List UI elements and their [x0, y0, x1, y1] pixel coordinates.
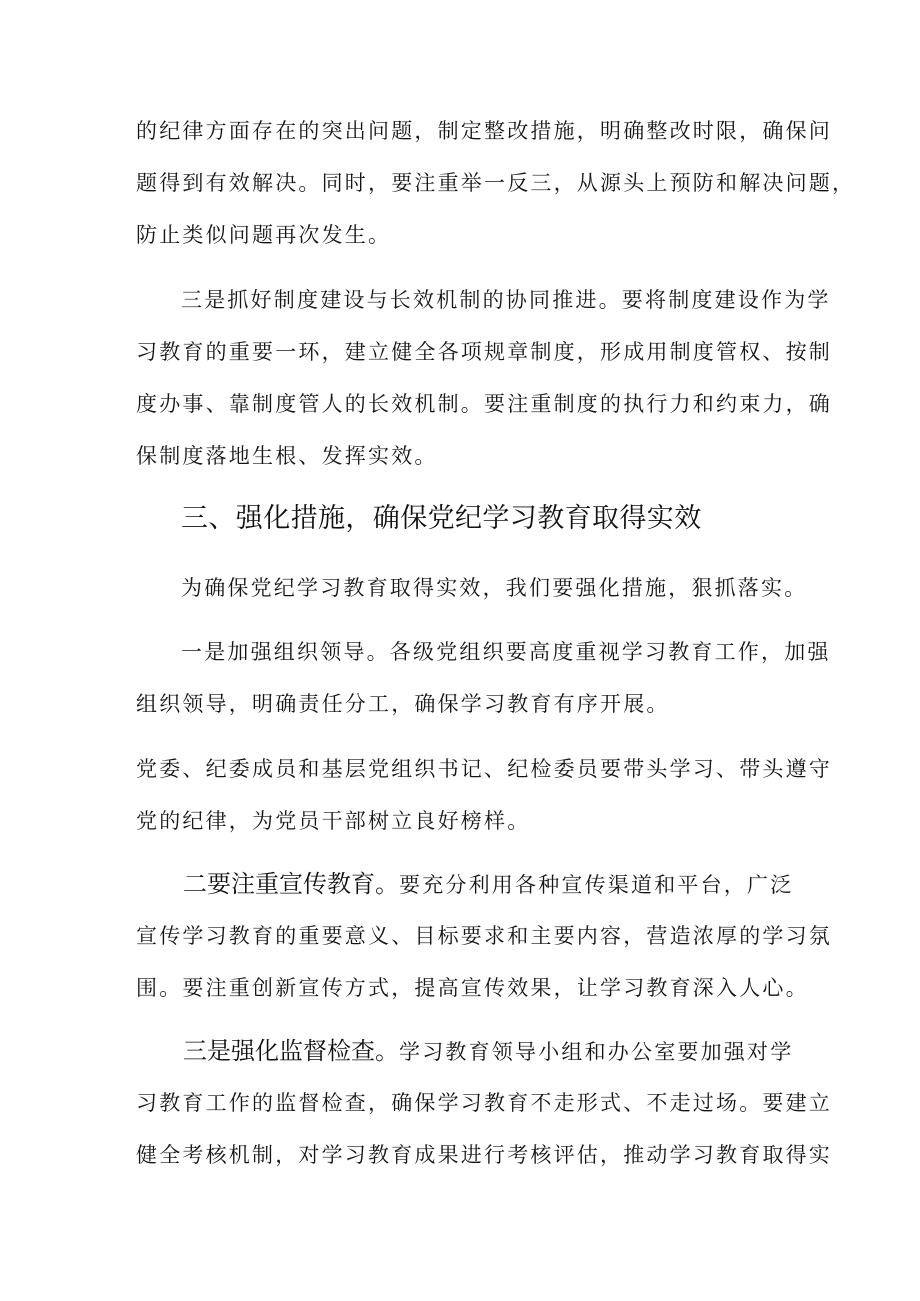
paragraph-1-line-3: 防止类似问题再次发生。	[136, 223, 392, 247]
paragraph-6-line-1	[183, 1037, 793, 1066]
paragraph-6-first-line-rest: 学习教育领导小组和办公室要加强对学	[399, 1040, 794, 1064]
paragraph-5-line-3: 围。要注重创新宣传方式，提高宣传效果，让学习教育深入人心。	[136, 976, 809, 1000]
paragraph-5-line-2: 宣传学习教育的重要意义、目标要求和主要内容，营造浓厚的学习氛	[136, 924, 832, 948]
paragraph-2-line-2: 习教育的重要一环，建立健全各项规章制度，形成用制度管权、按制	[136, 340, 832, 364]
paragraph-2-line-1: 三是抓好制度建设与长效机制的协同推进。要将制度建设作为学	[181, 288, 831, 312]
paragraph-5-first-line-rest: 要充分利用各种宣传渠道和平台，广泛	[399, 873, 794, 897]
paragraph-2-line-3: 度办事、靠制度管人的长效机制。要注重制度的执行力和约束力，确	[136, 392, 832, 416]
paragraph-5-line-1	[183, 870, 793, 899]
paragraph-1-line-1: 的纪律方面存在的突出问题，制定整改措施，明确整改时限，确保问	[136, 119, 832, 143]
paragraph-2-line-4: 保制度落地生根、发挥实效。	[136, 444, 438, 468]
intro-line: 为确保党纪学习教育取得实效，我们要强化措施，狠抓落实。	[181, 576, 808, 600]
paragraph-4-line-2: 党的纪律，为党员干部树立良好榜样。	[136, 809, 531, 833]
section-heading: 三、强化措施，确保党纪学习教育取得实效	[181, 503, 702, 534]
paragraph-6-line-2: 习教育工作的监督检查，确保学习教育不走形式、不走过场。要建立	[136, 1091, 832, 1115]
paragraph-6-lead: 三是强化监督检查。	[183, 1037, 399, 1065]
paragraph-4-line-1: 党委、纪委成员和基层党组织书记、纪检委员要带头学习、带头遵守	[136, 757, 832, 781]
paragraph-3-line-1: 一是加强组织领导。各级党组织要高度重视学习教育工作，加强	[181, 640, 831, 664]
paragraph-1-line-2: 题得到有效解决。同时，要注重举一反三，从源头上预防和解决问题，	[136, 171, 856, 195]
paragraph-3-line-2: 组织领导，明确责任分工，确保学习教育有序开展。	[136, 692, 670, 716]
paragraph-5-lead: 二要注重宣传教育。	[183, 870, 399, 898]
paragraph-6-line-3: 健全考核机制，对学习教育成果进行考核评估，推动学习教育取得实	[136, 1143, 832, 1167]
